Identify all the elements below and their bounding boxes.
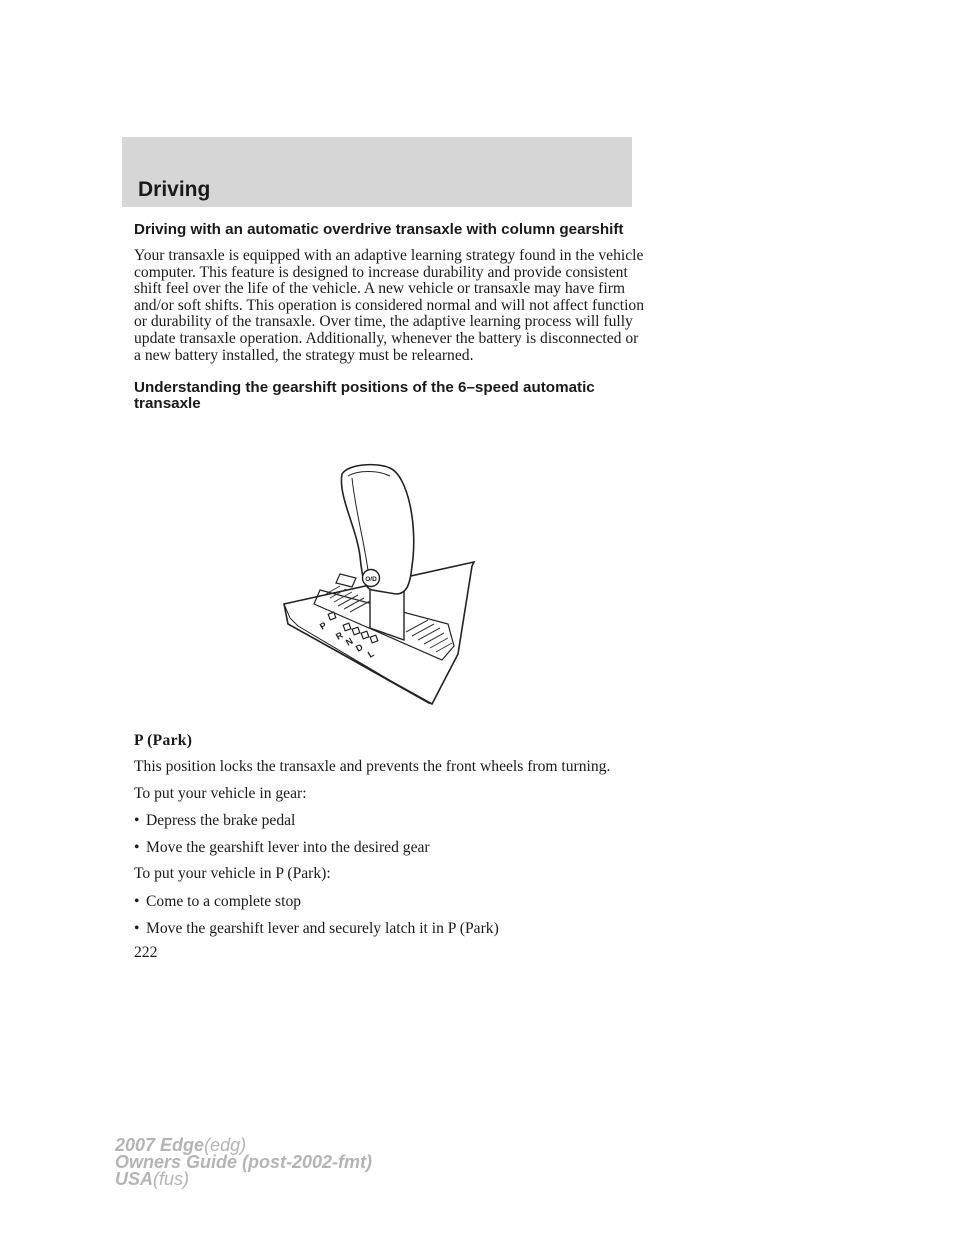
footer-model-code: (edg) bbox=[204, 1135, 247, 1155]
section-title: Driving bbox=[138, 178, 211, 201]
footer-market-code: (fus) bbox=[153, 1169, 190, 1189]
main-content bbox=[134, 222, 644, 422]
heading-column-gearshift: Driving with an automatic overdrive transaxle with column gearshift bbox=[134, 221, 624, 238]
intro-put-in-park: To put your vehicle in P (Park): bbox=[134, 865, 331, 883]
od-button-label: O/D bbox=[365, 576, 377, 583]
intro-put-in-gear: To put your vehicle in gear: bbox=[134, 784, 307, 802]
footer-model: 2007 Edge bbox=[115, 1135, 205, 1155]
list-item: • Come to a complete stop bbox=[134, 892, 302, 910]
page-number: 222 bbox=[134, 944, 158, 961]
gear-letter-d: D bbox=[354, 641, 365, 654]
paragraph-park: This position locks the transaxle and prevents the front wheels from turning. bbox=[134, 758, 611, 775]
detent-d bbox=[361, 631, 369, 639]
gear-letter-n: N bbox=[344, 635, 355, 648]
paragraph-adaptive-learning: Your transaxle is equipped with an adaptive learning strategy found in the vehicle computer. This feature is designed to increase durability and provide consistent shift feel over the life of the vehicle. A new vehicle or transaxle may have firm and/or soft shifts. This operation is considered normal and will not affect function or durability of the transaxle. Over time, the adaptive learning process will fully update transaxle operation. Additionally, whenever the battery is disconnected or a new battery installed, the strategy must be relearned. bbox=[134, 247, 645, 364]
gearshift-diagram bbox=[278, 456, 478, 706]
footer-market: USA bbox=[115, 1169, 154, 1189]
footer-guide: Owners Guide (post-2002-fmt) bbox=[115, 1152, 373, 1172]
list-item: • Move the gearshift lever and securely latch it in P (Park) bbox=[134, 919, 499, 937]
gear-letter-r: R bbox=[334, 629, 345, 642]
heading-gearshift-positions: Understanding the gearshift positions of the 6–speed automatic transaxle bbox=[134, 379, 595, 413]
detent-r bbox=[343, 623, 351, 631]
gear-letter-l: L bbox=[366, 648, 376, 660]
indicator-tab bbox=[336, 574, 356, 587]
detent-n bbox=[352, 627, 360, 635]
gearshift-illustration bbox=[278, 456, 478, 706]
list-item: • Move the gearshift lever into the desired gear bbox=[134, 839, 430, 857]
gear-letter-p: P bbox=[318, 620, 329, 632]
detent-l bbox=[370, 635, 378, 643]
list-item: • Depress the brake pedal bbox=[134, 812, 296, 830]
heading-park: P (Park) bbox=[134, 732, 193, 749]
detent-p bbox=[328, 612, 336, 620]
document-footer bbox=[115, 1137, 372, 1188]
park-section bbox=[134, 726, 644, 947]
